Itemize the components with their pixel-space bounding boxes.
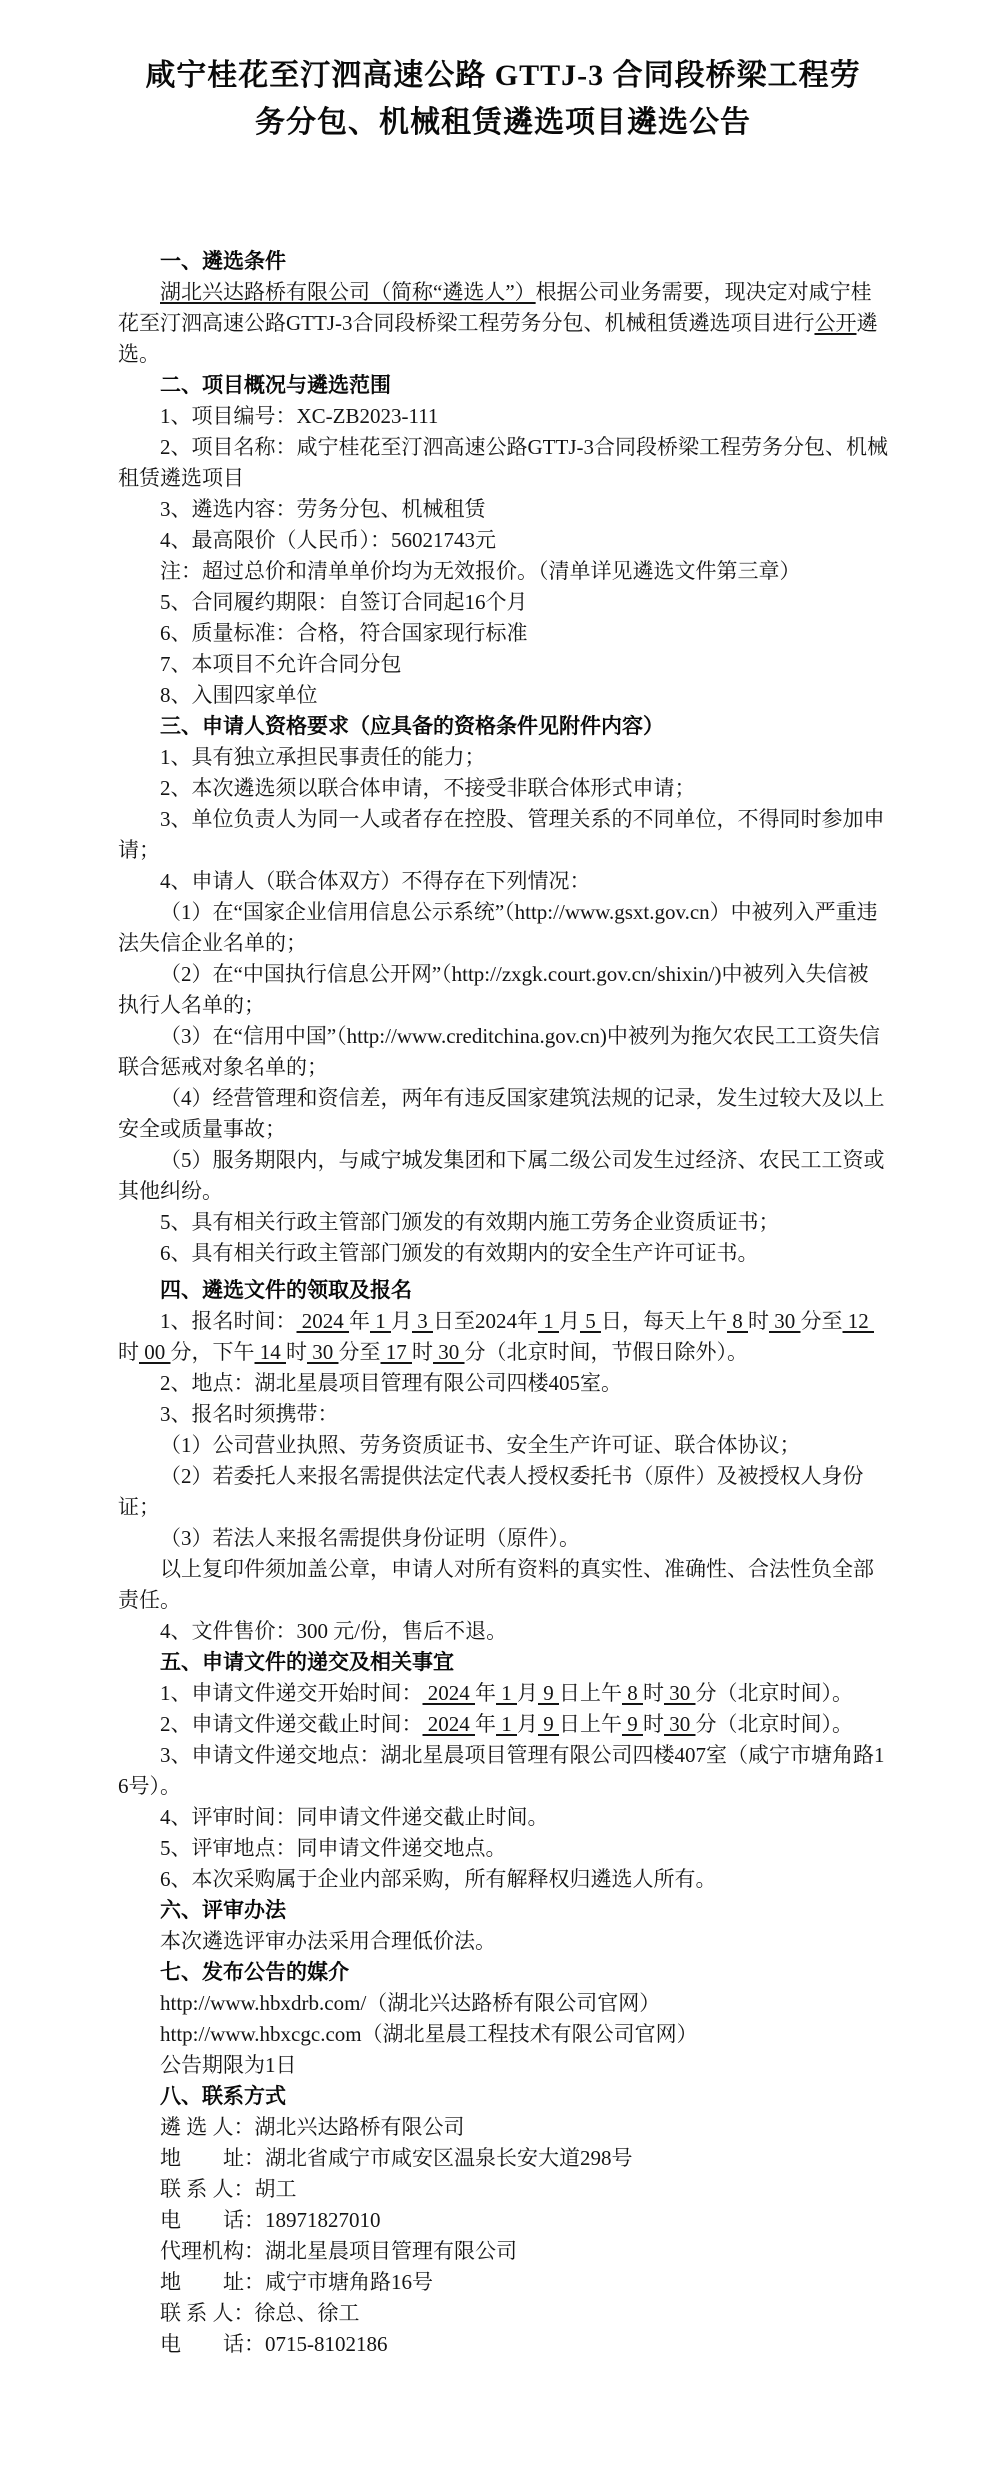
paragraph: 地 址：咸宁市塘角路16号: [160, 2270, 433, 2294]
paragraph: 4、文件售价：300 元/份，售后不退。: [160, 1619, 508, 1643]
section-heading: 八、联系方式: [160, 2084, 286, 2108]
document-title: [118, 52, 888, 146]
paragraph: 1、申请文件递交开始时间： 2024 年 1 月 9 日上午 8 时 30 分（北京时间）。: [160, 1681, 853, 1705]
paragraph: 联 系 人：胡工: [160, 2177, 297, 2201]
section-heading: 三、申请人资格要求（应具备的资格条件见附件内容）: [160, 714, 664, 738]
paragraph: 公告期限为1日: [160, 2053, 297, 2077]
paragraph: 遴 选 人：湖北兴达路桥有限公司: [160, 2115, 465, 2139]
paragraph: 6、质量标准：合格，符合国家现行标准: [160, 621, 528, 645]
paragraph: 2、地点：湖北星晨项目管理有限公司四楼405室。: [160, 1371, 622, 1395]
section-heading: 七、发布公告的媒介: [160, 1960, 349, 1984]
paragraph: 4、申请人（联合体双方）不得存在下列情况：: [160, 869, 591, 893]
paragraph: 1、项目编号：XC-ZB2023-111: [160, 404, 439, 428]
paragraph: 2、申请文件递交截止时间： 2024 年 1 月 9 日上午 9 时 30 分（北京时间）。: [160, 1712, 853, 1736]
paragraph: 8、入围四家单位: [160, 683, 318, 707]
paragraph: 5、评审地点：同申请文件递交地点。: [160, 1836, 507, 1860]
paragraph: 7、本项目不允许合同分包: [160, 652, 402, 676]
paragraph: （5）服务期限内，与咸宁城发集团和下属二级公司发生过经济、农民工工资或其他纠纷。: [118, 1148, 885, 1203]
paragraph: （2）在“中国执行信息公开网”（http://zxgk.court.gov.cn/shixin/)中被列入失信被执行人名单的；: [118, 962, 869, 1017]
paragraph: 6、本次采购属于企业内部采购，所有解释权归遴选人所有。: [160, 1867, 717, 1891]
document-title-line-2: 务分包、机械租赁遴选项目遴选公告: [255, 106, 751, 139]
paragraph: 3、遴选内容：劳务分包、机械租赁: [160, 497, 486, 521]
paragraph: 电 话：0715-8102186: [160, 2332, 388, 2356]
paragraph: 1、报名时间： 2024 年 1 月 3 日至2024年 1 月 5 日，每天上午 8 时 30 分至 12 时 00 分，下午 14 时 30 分至 17 时 30 分（北京时间，节假日除外）。: [118, 1309, 874, 1364]
paragraph: 3、申请文件递交地点：湖北星晨项目管理有限公司四楼407室（咸宁市塘角路16号）。: [118, 1743, 885, 1798]
section-heading: 五、申请文件的递交及相关事宜: [160, 1650, 454, 1674]
paragraph: 5、具有相关行政主管部门颁发的有效期内施工劳务企业资质证书；: [160, 1210, 780, 1234]
paragraph: 代理机构：湖北星晨项目管理有限公司: [160, 2239, 517, 2263]
paragraph: （1）公司营业执照、劳务资质证书、安全生产许可证、联合体协议；: [160, 1433, 801, 1457]
paragraph: 2、本次遴选须以联合体申请，不接受非联合体形式申请；: [160, 776, 696, 800]
paragraph: 4、最高限价（人民币）：56021743元: [160, 528, 496, 552]
paragraph: 以上复印件须加盖公章，申请人对所有资料的真实性、准确性、合法性负全部责任。: [118, 1557, 874, 1612]
section-heading: 一、遴选条件: [160, 249, 286, 273]
paragraph: 地 址：湖北省咸宁市咸安区温泉长安大道298号: [160, 2146, 633, 2170]
paragraph: （1）在“国家企业信用信息公示系统”（http://www.gsxt.gov.cn）中被列入严重违法失信企业名单的；: [118, 900, 878, 955]
section-heading: 二、项目概况与遴选范围: [160, 373, 391, 397]
paragraph: http://www.hbxdrb.com/（湖北兴达路桥有限公司官网）: [160, 1991, 661, 2015]
paragraph: （4）经营管理和资信差，两年有违反国家建筑法规的记录，发生过较大及以上安全或质量事故；: [118, 1086, 885, 1141]
paragraph: 1、具有独立承担民事责任的能力；: [160, 745, 486, 769]
paragraph: （3）在“信用中国”（http://www.creditchina.gov.cn)中被列为拖欠农民工工资失信联合惩戒对象名单的；: [118, 1024, 880, 1079]
paragraph: 6、具有相关行政主管部门颁发的有效期内的安全生产许可证书。: [160, 1241, 759, 1265]
paragraph: 3、单位负责人为同一人或者存在控股、管理关系的不同单位，不得同时参加申请；: [118, 807, 885, 862]
document-title-line-1: 咸宁桂花至汀泗高速公路 GTTJ-3 合同段桥梁工程劳: [145, 59, 861, 92]
paragraph: 3、报名时须携带：: [160, 1402, 339, 1426]
paragraph: 4、评审时间：同申请文件递交截止时间。: [160, 1805, 549, 1829]
paragraph: 注：超过总价和清单单价均为无效报价。（清单详见遴选文件第三章）: [160, 559, 801, 583]
paragraph: http://www.hbxcgc.com（湖北星晨工程技术有限公司官网）: [160, 2022, 698, 2046]
section-heading: 六、评审办法: [160, 1898, 286, 1922]
document-body: [118, 246, 888, 2360]
paragraph: 联 系 人：徐总、徐工: [160, 2301, 360, 2325]
paragraph: 湖北兴达路桥有限公司（简称“遴选人”）根据公司业务需要，现决定对咸宁桂花至汀泗高速公路GTTJ-3合同段桥梁工程劳务分包、机械租赁遴选项目进行公开遴选。: [118, 280, 878, 366]
section-heading: 四、遴选文件的领取及报名: [160, 1278, 412, 1302]
paragraph: （3）若法人来报名需提供身份证明（原件）。: [160, 1526, 580, 1550]
paragraph: （2）若委托人来报名需提供法定代表人授权委托书（原件）及被授权人身份证；: [118, 1464, 864, 1519]
paragraph: 5、合同履约期限：自签订合同起16个月: [160, 590, 528, 614]
paragraph: 电 话：18971827010: [160, 2208, 381, 2232]
paragraph: 2、项目名称：咸宁桂花至汀泗高速公路GTTJ-3合同段桥梁工程劳务分包、机械租赁遴选项目: [118, 435, 888, 490]
paragraph: 本次遴选评审办法采用合理低价法。: [160, 1929, 496, 1953]
